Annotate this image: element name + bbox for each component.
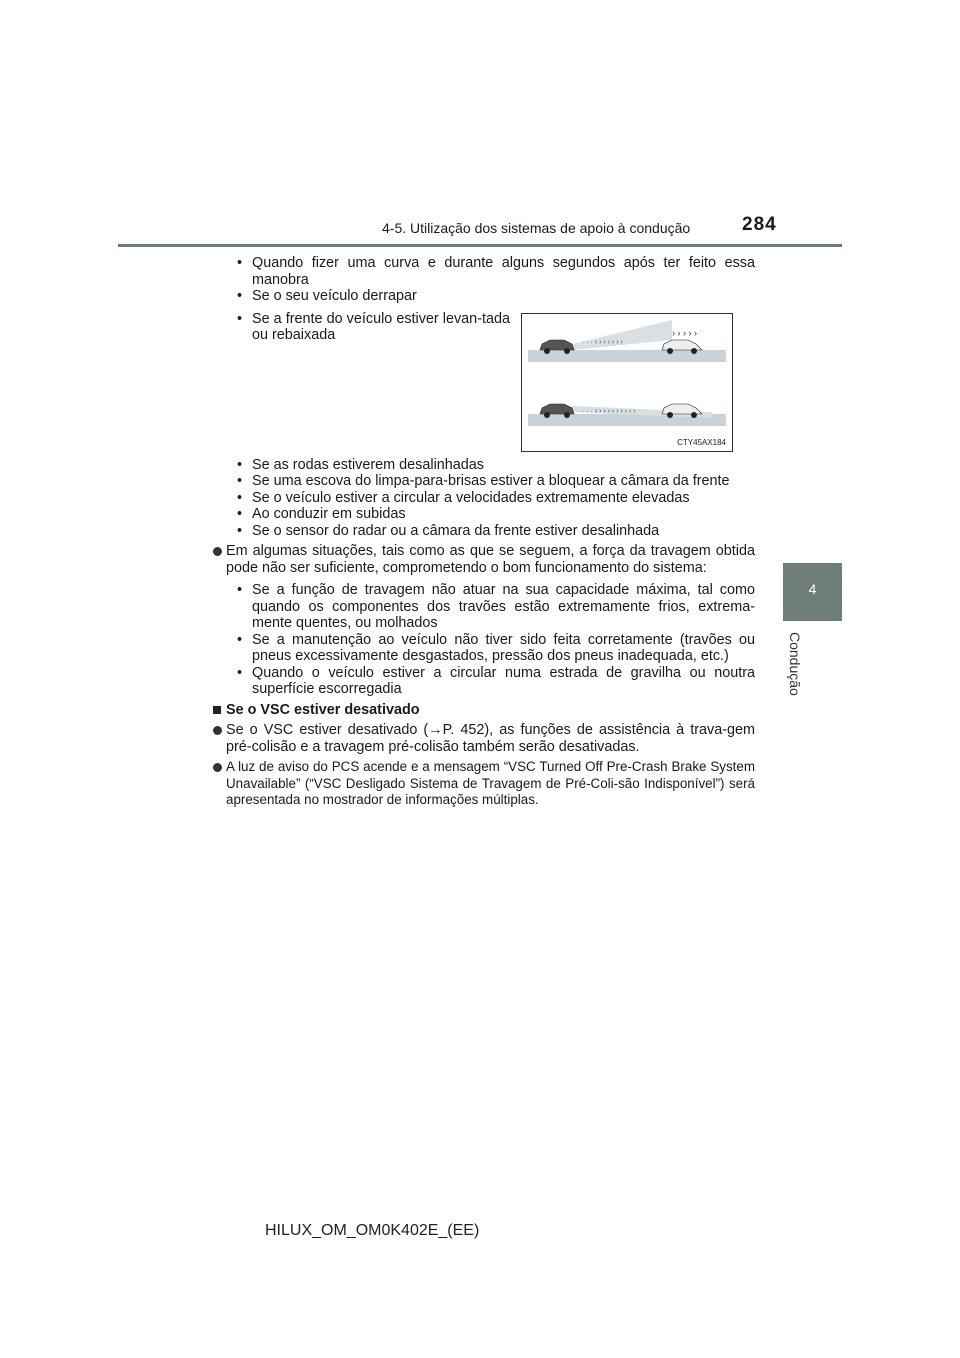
list-item: • Se o seu veículo derrapar xyxy=(210,288,755,305)
paragraph-text: A luz de aviso do PCS acende e a mensagem “VSC Turned Off Pre-Crash Brake System Unavailable” (“VSC Desligado Sistema de Travagem de Pré-Coli-são Indisponível”) será apresentada no mostrador de informações múltiplas. xyxy=(226,759,755,807)
list-item: • Quando o veículo estiver a circular numa estrada de gravilha ou noutra superfície escorregadia xyxy=(210,665,755,698)
svg-text:· · · › › › › › › ›: · · · › › › › › › › xyxy=(582,339,623,346)
road-illustration xyxy=(522,314,732,451)
list-item: • Se a frente do veículo estiver levan-tada ou rebaixada xyxy=(210,311,510,344)
figure-id: CTY45AX184 xyxy=(677,438,726,447)
svg-text:› › › › ›: › › › › › xyxy=(672,328,697,338)
page-number: 284 xyxy=(742,214,777,235)
chapter-label: Condução xyxy=(787,632,803,696)
list-item: • Se uma escova do limpa-para-brisas estiver a bloquear a câmara da frente xyxy=(210,473,755,490)
square-bullet-icon xyxy=(213,706,221,714)
section-heading xyxy=(210,702,755,719)
circle-bullet-paragraph xyxy=(210,722,755,755)
circle-bullet-icon xyxy=(213,763,222,772)
circle-bullet-icon xyxy=(213,547,222,556)
circle-bullet-icon xyxy=(213,726,222,735)
chapter-tab xyxy=(783,563,842,621)
header-rule xyxy=(118,244,842,247)
list-item: • Se a manutenção ao veículo não tiver sido feita corretamente (travões ou pneus excessivamente desgastados, pressão dos pneus inadequada, etc.) xyxy=(210,632,755,665)
list-item: • Quando fizer uma curva e durante alguns segundos após ter feito essa manobra xyxy=(210,255,755,288)
document-code: HILUX_OM_OM0K402E_(EE) xyxy=(265,1222,480,1239)
circle-bullet-paragraph xyxy=(210,759,755,809)
list-item: • Se o veículo estiver a circular a velocidades extremamente elevadas xyxy=(210,490,755,507)
paragraph-text: Em algumas situações, tais como as que se seguem, a força da travagem obtida pode não ser suficiente, comprometendo o bom funcionamento do sistema: xyxy=(226,543,755,576)
list-item: • Se o sensor do radar ou a câmara da frente estiver desalinhada xyxy=(210,523,755,540)
section-title: 4-5. Utilização dos sistemas de apoio à condução xyxy=(382,220,691,236)
section-heading-text: Se o VSC estiver desativado xyxy=(226,701,420,718)
list-item: • Se a função de travagem não atuar na sua capacidade máxima, tal como quando os componentes dos travões estão extremamente frios, extrema-mente quentes, ou molhados xyxy=(210,582,755,632)
circle-bullet-paragraph xyxy=(210,543,755,576)
illustration xyxy=(521,313,733,452)
paragraph-text: Se o VSC estiver desativado (→P. 452), as funções de assistência à trava-gem pré-colisão e a travagem pré-colisão também serão desativadas. xyxy=(226,722,755,755)
list-item: • Se as rodas estiverem desalinhadas xyxy=(210,457,755,474)
chapter-number: 4 xyxy=(808,581,817,597)
list-item: • Ao conduzir em subidas xyxy=(210,506,755,523)
svg-text:· · · › › › › › › › › › ›: · · · › › › › › › › › › › xyxy=(582,408,636,415)
